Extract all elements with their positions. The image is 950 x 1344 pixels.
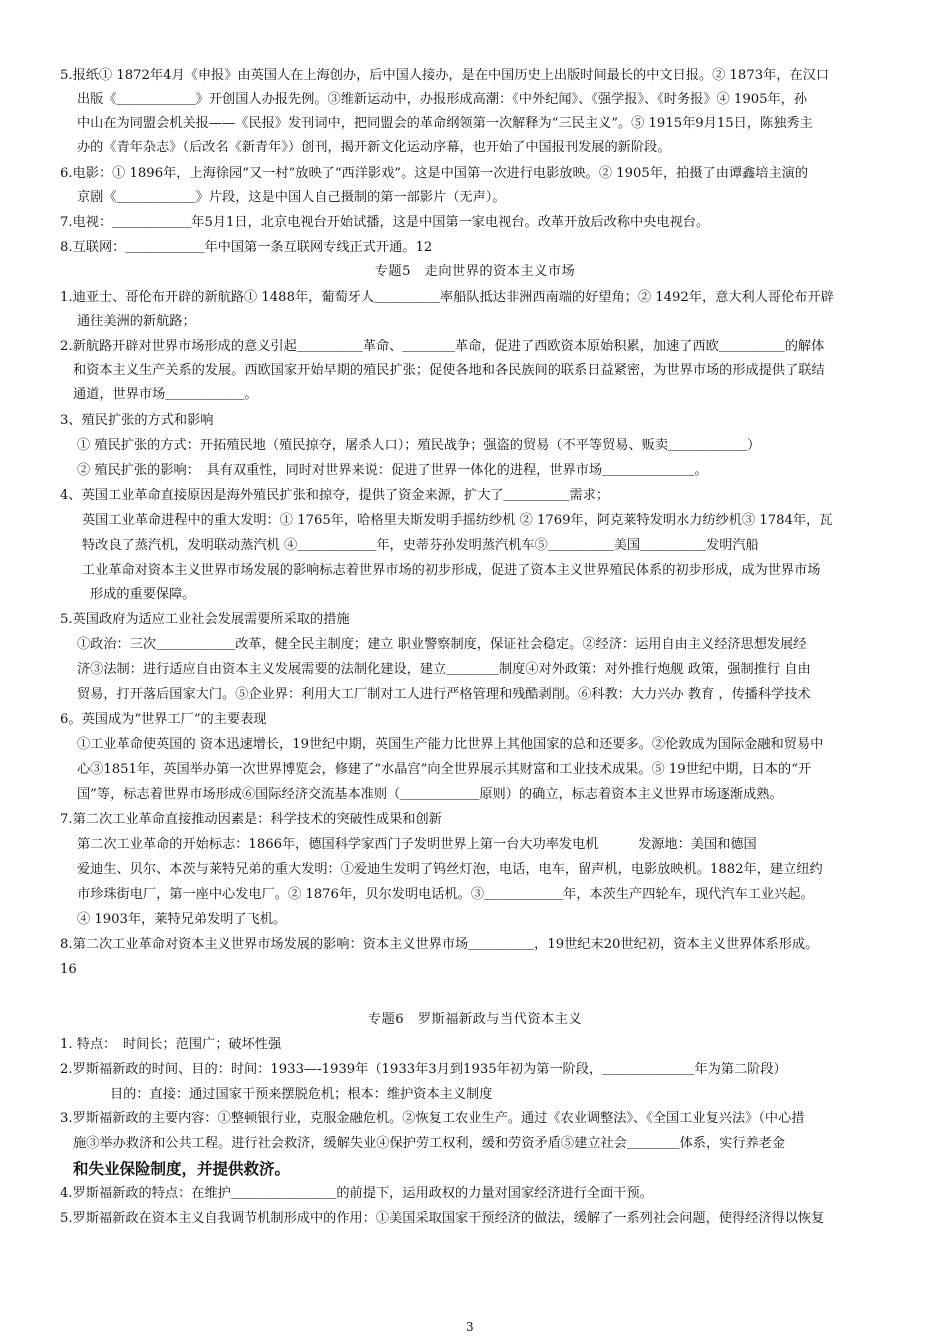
text-line: 1. 特点： 时间长；范围广；破坏性强 bbox=[60, 1037, 282, 1052]
text-line: 英国工业革命进程中的重大发明：① 1765年，哈格里夫斯发明手摇纺纱机 ② 1769年，阿克莱特发明水力纺纱机③ 1784年，瓦 bbox=[82, 513, 833, 528]
text-line: 5.罗斯福新政在资本主义自我调节机制形成中的作用：①美国采取国家干预经济的做法，缓解了一系列社会问题，使得经济得以恢复 bbox=[60, 1211, 825, 1226]
text-line: 和资本主义生产关系的发展。西欧国家开始早期的殖民扩张；促使各地和各民族间的联系日益紧密，为世界市场的形成提供了联结 bbox=[73, 363, 825, 378]
text-line: 施③举办救济和公共工程。进行社会救济，缓解失业④保护劳工权利，缓和劳资矛盾⑤建立社会＿＿＿＿体系，实行养老金 bbox=[73, 1136, 786, 1151]
text-line: 中山在为同盟会机关报——《民报》发刊词中，把同盟会的革命纲领第一次解释为“三民主义”。⑤ 1915年9月15日，陈独秀主 bbox=[77, 116, 813, 131]
text-line: 爱迪生、贝尔、本茨与莱特兄弟的重大发明：①爱迪生发明了钨丝灯泡，电话，电车，留声机，电影放映机。1882年，建立纽约 bbox=[77, 862, 823, 877]
text-line: 2.新航路开辟对世界市场形成的意义引起＿＿＿＿＿革命、＿＿＿＿革命，促进了西欧资本原始积累，加速了西欧＿＿＿＿＿的解体 bbox=[60, 339, 825, 354]
text-line: 5.英国政府为适应工业社会发展需要所采取的措施 bbox=[60, 612, 350, 627]
text-line: 目的：直接：通过国家干预来摆脱危机；根本：维护资本主义制度 bbox=[110, 1087, 493, 1102]
text-line: 第二次工业革命的开始标志：1866年，德国科学家西门子发明世界上第一台大功率发电机 发源地：美国和德国 bbox=[77, 837, 757, 852]
text-line: 3.罗斯福新政的主要内容：①整顿银行业，克服金融危机。②恢复工农业生产。通过《农业调整法》、《全国工业复兴法》（中心措 bbox=[60, 1111, 805, 1126]
page-marker: 16 bbox=[60, 962, 77, 977]
text-line: 1.迪亚士、哥伦布开辟的新航路① 1488年，葡萄牙人＿＿＿＿＿率船队抵达非洲西南端的好望角；② 1492年，意大利人哥伦布开辟 bbox=[60, 290, 834, 305]
text-line: 4.罗斯福新政的特点：在维护＿＿＿＿＿＿＿＿的前提下，运用政权的力量对国家经济进行全面干预。 bbox=[60, 1186, 653, 1201]
text-line: 8.第二次工业革命对资本主义世界市场发展的影响：资本主义世界市场＿＿＿＿＿，19世纪末20世纪初，资本主义世界体系形成。 bbox=[60, 937, 819, 952]
text-line: ④ 1903年，莱特兄弟发明了飞机。 bbox=[77, 912, 287, 927]
text-line: 5.报纸① 1872年4月《申报》由英国人在上海创办，后中国人接办，是在中国历史上出版时间最长的中文日报。② 1873年，在汉口 bbox=[60, 68, 830, 83]
text-line: 特改良了蒸汽机，发明联动蒸汽机 ④＿＿＿＿＿＿年，史蒂芬孙发明蒸汽机车⑤＿＿＿＿＿美国＿＿＿＿＿发明汽船 bbox=[82, 538, 759, 553]
text-line: 8.互联网：＿＿＿＿＿＿年中国第一条互联网专线正式开通。12 bbox=[60, 240, 433, 255]
text-line: 济③法制：进行适应自由资本主义发展需要的法制化建设，建立＿＿＿＿制度④对外政策：对外推行炮舰 政策，强制推行 自由 bbox=[77, 662, 811, 677]
text-line: 7.电视：＿＿＿＿＿＿年5月1日，北京电视台开始试播，这是中国第一家电视台。改革开放后改称中央电视台。 bbox=[60, 215, 710, 230]
text-line: 3、殖民扩张的方式和影响 bbox=[60, 413, 214, 428]
section-title-5: 专题5 走向世界的资本主义市场 bbox=[374, 264, 576, 279]
page-number: 3 bbox=[466, 1320, 474, 1334]
text-line: 国”等，标志着世界市场形成⑥国际经济交流基本准则（＿＿＿＿＿＿原则）的确立，标志着资本主义世界市场逐渐成熟。 bbox=[77, 787, 783, 802]
text-line: 京剧《＿＿＿＿＿＿》片段，这是中国人自己摄制的第一部影片（无声）。 bbox=[77, 190, 506, 205]
text-line: 出版《＿＿＿＿＿＿》开创国人办报先例。③维新运动中，办报形成高潮：《中外纪闻》、《强学报》、《时务报》④ 1905年，孙 bbox=[77, 92, 808, 107]
text-line: 4、英国工业革命直接原因是海外殖民扩张和掠夺，提供了资金来源，扩大了＿＿＿＿＿需求； bbox=[60, 488, 610, 503]
text-line: 6.电影：① 1896年，上海徐园“又一村”放映了“西洋影戏”。这是中国第一次进行电影放映。② 1905年，拍摄了由谭鑫培主演的 bbox=[60, 166, 809, 181]
text-line: ② 殖民扩张的影响： 具有双重性，同时对世界来说：促进了世界一体化的进程，世界市场＿＿＿＿＿＿＿。 bbox=[77, 463, 708, 478]
section-title-6: 专题6 罗斯福新政与当代资本主义 bbox=[367, 1012, 583, 1027]
text-line: ①政治：三次＿＿＿＿＿＿改革，健全民主制度；建立 职业警察制度，保证社会稳定。②经济：运用自由主义经济思想发展经 bbox=[77, 637, 807, 652]
text-line: 2.罗斯福新政的时间、目的：时间：1933—-1939年（1933年3月到1935年初为第一阶段，＿＿＿＿＿＿＿年为第二阶段） bbox=[60, 1062, 787, 1077]
text-line: 通道，世界市场＿＿＿＿＿＿。 bbox=[73, 387, 258, 402]
text-line: 通往美洲的新航路； bbox=[77, 314, 196, 329]
text-line: 市珍珠街电厂，第一座中心发电厂。② 1876年，贝尔发明电话机。③＿＿＿＿＿＿年，本茨生产四轮车，现代汽车工业兴起。 bbox=[77, 887, 814, 902]
text-line: 6。英国成为“世界工厂”的主要表现 bbox=[60, 712, 267, 727]
text-line: 办的《青年杂志》（后改名《新青年》）创刊，揭开新文化运动序幕，也开始了中国报刊发展的新阶段。 bbox=[77, 140, 671, 155]
text-line: ①工业革命使英国的 资本迅速增长，19世纪中期，英国生产能力比世界上其他国家的总和还要多。②伦敦成为国际金融和贸易中 bbox=[77, 737, 824, 752]
text-line: ① 殖民扩张的方式：开拓殖民地（殖民掠夺，屠杀人口）；殖民战争；强盗的贸易（不平等贸易、贩卖＿＿＿＿＿＿） bbox=[77, 438, 761, 453]
text-line: 贸易，打开落后国家大门。⑤企业界：利用大工厂制对工人进行严格管理和残酷剥削。⑥科教：大力兴办 教育 ，传播科学技术 bbox=[77, 687, 811, 702]
text-line: 形成的重要保障。 bbox=[90, 587, 196, 602]
text-line: 和失业保险制度，并提供救济。 bbox=[73, 1159, 291, 1178]
text-line: 心③1851年，英国举办第一次世界博览会，修建了“水晶宫”向全世界展示其财富和工业技术成果。⑤ 19世纪中期，日本的“开 bbox=[77, 762, 812, 777]
text-line: 7.第二次工业革命直接推动因素是：科学技术的突破性成果和创新 bbox=[60, 812, 442, 827]
text-line: 工业革命对资本主义世界市场发展的影响标志着世界市场的初步形成，促进了资本主义世界殖民体系的初步形成，成为世界市场 bbox=[82, 563, 821, 578]
